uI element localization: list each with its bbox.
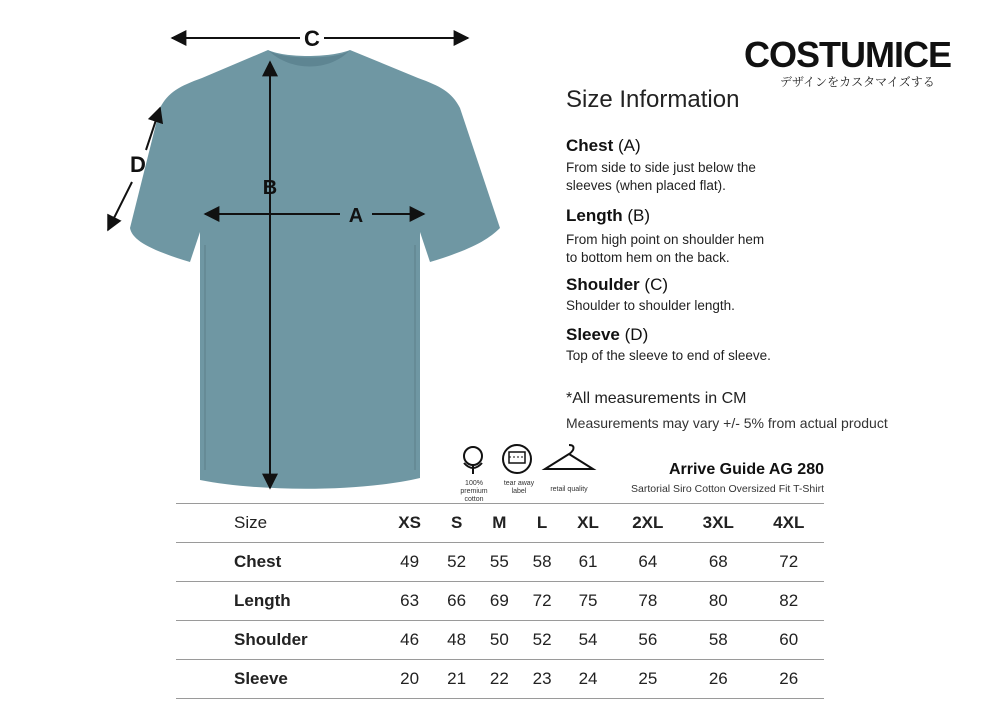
size-col-l: L (521, 504, 564, 543)
table-cell: 68 (683, 543, 753, 582)
table-cell: 50 (478, 621, 521, 660)
size-col-m: M (478, 504, 521, 543)
brand-logo: COSTUMICE (744, 34, 951, 75)
table-cell: 24 (564, 660, 613, 699)
table-row (176, 582, 824, 621)
units-note: *All measurements in CM (566, 390, 747, 407)
table-cell: 58 (521, 543, 564, 582)
table-cell: 46 (384, 621, 435, 660)
sleeve-heading: Sleeve (D) (566, 325, 649, 344)
label-d: D (130, 152, 146, 177)
cotton-icon (456, 443, 490, 475)
shoulder-heading: Shoulder (C) (566, 275, 669, 294)
table-row (176, 660, 824, 699)
size-chart-table (176, 503, 824, 699)
table-cell: 26 (754, 660, 825, 699)
size-col-4xl: 4XL (754, 504, 825, 543)
size-col-3xl: 3XL (683, 504, 753, 543)
shoulder-description: Shoulder to shoulder length. (566, 298, 735, 313)
table-cell: 49 (384, 543, 435, 582)
label-b: B (262, 177, 278, 199)
table-cell: 66 (435, 582, 478, 621)
size-col-2xl: 2XL (613, 504, 683, 543)
sleeve-description: Top of the sleeve to end of sleeve. (566, 348, 771, 363)
table-cell: 75 (564, 582, 613, 621)
table-cell: 72 (754, 543, 825, 582)
table-cell: 61 (564, 543, 613, 582)
table-cell: 72 (521, 582, 564, 621)
table-cell: 52 (521, 621, 564, 660)
table-cell: 48 (435, 621, 478, 660)
size-col-xs: XS (384, 504, 435, 543)
table-cell: 55 (478, 543, 521, 582)
tshirt-diagram (0, 0, 560, 500)
table-cell: 22 (478, 660, 521, 699)
variance-note: Measurements may vary +/- 5% from actual product (566, 415, 888, 431)
table-cell: 56 (613, 621, 683, 660)
table-cell: 63 (384, 582, 435, 621)
cotton-caption: 100% premium cotton (460, 480, 488, 503)
table-cell: 69 (478, 582, 521, 621)
table-cell: 25 (613, 660, 683, 699)
table-cell: 26 (683, 660, 753, 699)
size-col-s: S (435, 504, 478, 543)
size-info-title: Size Information (566, 86, 740, 113)
row-label: Sleeve (176, 660, 384, 699)
table-cell: 58 (683, 621, 753, 660)
chest-heading: Chest (A) (566, 136, 641, 155)
tag-caption: tear away label (503, 480, 535, 495)
table-cell: 52 (435, 543, 478, 582)
hanger-caption: retail quality (550, 486, 588, 493)
table-cell: 54 (564, 621, 613, 660)
hanger-badge (541, 441, 597, 494)
table-cell: 21 (435, 660, 478, 699)
size-header-row (176, 504, 824, 543)
table-cell: 64 (613, 543, 683, 582)
tag-badge (500, 443, 538, 496)
table-cell: 78 (613, 582, 683, 621)
tag-icon (500, 443, 534, 475)
chest-description: From side to side just below the sleeves (when placed flat). (566, 160, 756, 193)
table-cell: 60 (754, 621, 825, 660)
table-row (176, 543, 824, 582)
row-label: Chest (176, 543, 384, 582)
brand-tagline: デザインをカスタマイズする (780, 75, 935, 89)
table-cell: 82 (754, 582, 825, 621)
size-header-label: Size (176, 504, 384, 543)
label-c: C (304, 26, 320, 51)
table-cell: 23 (521, 660, 564, 699)
table-row (176, 621, 824, 660)
product-title: Arrive Guide AG 280 (668, 461, 824, 478)
tshirt-body (130, 50, 500, 489)
length-heading: Length (B) (566, 206, 651, 225)
product-subtitle: Sartorial Siro Cotton Oversized Fit T-Shirt (631, 483, 824, 495)
row-label: Length (176, 582, 384, 621)
label-a: A (348, 205, 364, 227)
size-col-xl: XL (564, 504, 613, 543)
table-cell: 80 (683, 582, 753, 621)
table-cell: 20 (384, 660, 435, 699)
hanger-icon (541, 441, 597, 473)
row-label: Shoulder (176, 621, 384, 660)
cotton-badge (456, 443, 492, 504)
length-description: From high point on shoulder hem to bottom hem on the back. (566, 232, 765, 265)
